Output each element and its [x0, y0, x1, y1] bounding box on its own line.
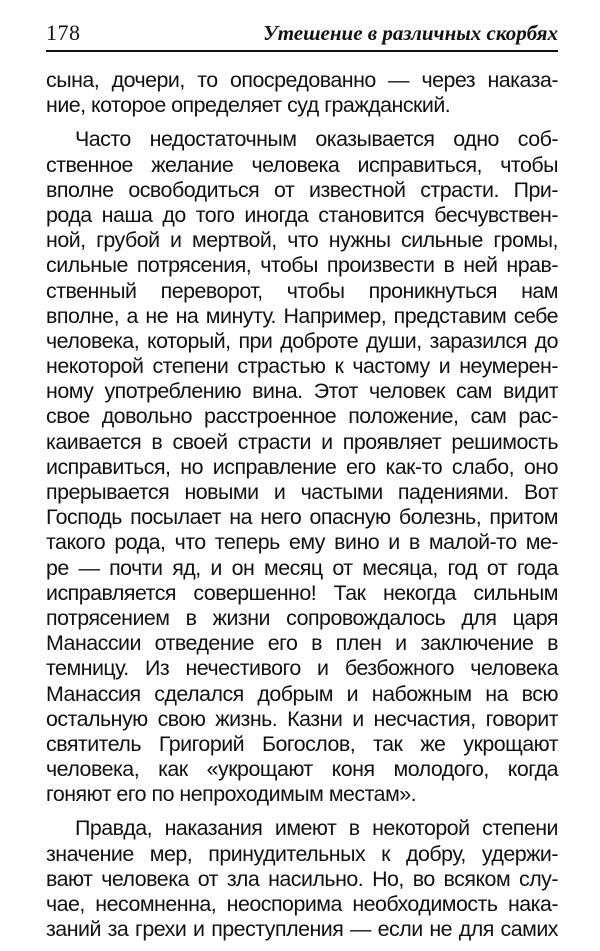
text-line: ному употреблению вина. Этот человек сам видит	[46, 379, 558, 404]
text-line: ние, которое определяет суд гражданский.	[46, 93, 451, 118]
text-line: такого рода, что теперь ему вино и в малой-то ме-	[46, 530, 558, 555]
text-line: святитель Григорий Богослов, так же укрощают	[46, 731, 558, 756]
text-line: сына, дочери, то опосредованно — через наказа-	[46, 68, 558, 92]
text-line: рода наша до того иногда становится бесчувствен-	[46, 202, 558, 227]
text-line: Манассии отведение его в плен и заключение в	[46, 631, 558, 656]
text-line: гоняют его по непроходимым местам».	[46, 782, 417, 807]
text-line: заний за грехи и преступления — если не для самих	[46, 917, 558, 942]
text-line: значение мер, принудительных к добру, удержи-	[46, 841, 558, 866]
text-line: свое довольно расстроенное положение, сам рас-	[46, 404, 558, 429]
text-line: Часто недостаточным оказывается одно соб-	[75, 127, 558, 152]
text-line: Правда, наказания имеют в некоторой степени	[75, 816, 558, 841]
text-line: Господь посылает на него опасную болезнь, притом	[46, 505, 558, 530]
body-text	[46, 68, 558, 951]
text-line: вполне освободиться от известной страсти. При-	[46, 177, 558, 202]
text-line: остальную свою жизнь. Казни и несчастия, говорит	[46, 706, 558, 731]
text-line: исправиться, но исправление его как-то слабо, оно	[46, 454, 558, 479]
text-line: вают человека от зла насильно. Но, во всяком слу-	[46, 866, 558, 891]
header-rule	[46, 50, 558, 52]
running-head	[46, 18, 558, 48]
paragraph-2	[46, 127, 558, 807]
page-number: 178	[46, 20, 81, 45]
text-line: ре — почти яд, и он месяц от месяца, год от года	[46, 555, 558, 580]
text-line: каивается в своей страсти и проявляет решимость	[46, 429, 558, 454]
text-line: сильные потрясения, чтобы произвести в ней нрав-	[46, 253, 558, 278]
text-line: ственное желание человека исправиться, чтобы	[46, 152, 558, 177]
text-line: ной, грубой и мертвой, что нужны сильные громы,	[46, 228, 558, 253]
text-line: исправляется совершенно! Так некогда сильным	[46, 580, 558, 605]
text-line: чае, несомненна, неоспорима необходимость нака-	[46, 892, 558, 916]
text-line: некоторой степени страстью к частому и неумерен-	[46, 354, 558, 379]
text-line: темницу. Из нечестивого и безбожного человека	[46, 656, 558, 681]
text-line: ственный переворот, чтобы проникнуться нам	[46, 278, 558, 303]
running-title: Утешение в различных скорбях	[263, 21, 558, 45]
text-line: человека, как «укрощают коня молодого, когда	[46, 757, 558, 782]
paragraph-3	[46, 816, 558, 942]
text-line: человека, который, при доброте души, заразился до	[46, 328, 558, 353]
text-line: вполне, а не на минуту. Например, представим себе	[46, 303, 558, 328]
text-line: прерывается новыми и частыми падениями. Вот	[46, 480, 558, 504]
paragraph-1	[46, 68, 558, 118]
text-line: Манассия сделался добрым и набожным на всю	[46, 681, 558, 706]
text-line: потрясением в жизни сопровождалось для царя	[46, 605, 558, 630]
